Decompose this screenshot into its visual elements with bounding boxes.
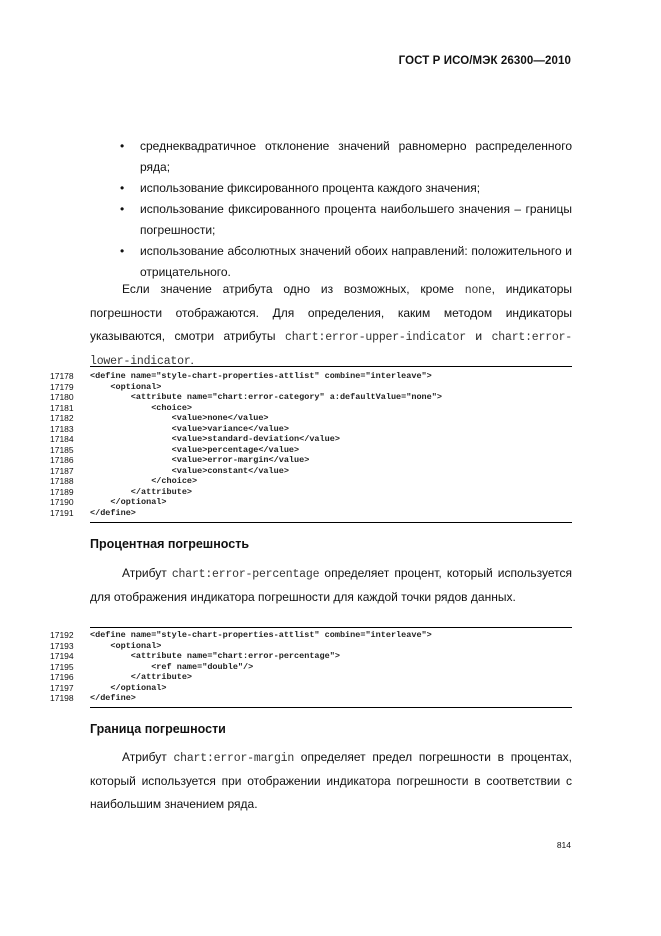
- list-item: • использование фиксированного процента каждого значения;: [90, 178, 572, 199]
- line-number: 17190: [50, 497, 74, 507]
- list-item: • использование абсолютных значений обоих направлений: положительного и отрицательного.: [90, 241, 572, 283]
- text: Атрибут: [122, 750, 174, 764]
- code-line: <optional>: [90, 640, 162, 651]
- code-line: <value>constant</value>: [90, 465, 289, 476]
- code-line: </choice>: [90, 476, 198, 486]
- line-number: 17191: [50, 507, 74, 518]
- line-number: 17181: [50, 402, 74, 413]
- code-inline: none: [464, 284, 492, 297]
- line-number: 17193: [50, 640, 74, 651]
- code-line: </optional>: [90, 682, 167, 693]
- text: Атрибут: [122, 566, 172, 580]
- code-inline: chart:error-upper-indicator: [285, 331, 466, 344]
- line-number: 17186: [50, 455, 74, 465]
- text: и: [465, 329, 492, 343]
- code-line: </define>: [90, 693, 136, 703]
- code-line: <value>error-margin</value>: [90, 455, 310, 465]
- bullet-list: [90, 136, 572, 283]
- code-line: <define name="style-chart-properties-attlist" combine="interleave">: [90, 371, 432, 381]
- code-line: <value>standard-deviation</value>: [90, 434, 340, 444]
- line-number: 17178: [50, 371, 74, 381]
- code-line: <value>variance</value>: [90, 423, 289, 434]
- paragraph-margin: [90, 746, 572, 816]
- line-number: 17183: [50, 423, 74, 434]
- line-number: 17197: [50, 682, 74, 693]
- code-line: <attribute name="chart:error-category" a:defaultValue="none">: [90, 392, 442, 402]
- line-number: 17188: [50, 476, 74, 486]
- code-line: <optional>: [90, 381, 162, 392]
- text: .: [190, 353, 194, 367]
- text: , индикаторы погрешности отображаются. Для определения, каким методом индикаторы указываются, смотри атрибуты: [90, 282, 572, 343]
- code-line: </attribute>: [90, 486, 193, 497]
- code-line: <value>percentage</value>: [90, 444, 300, 455]
- page-number: 814: [556, 840, 571, 850]
- code-block-1: [50, 371, 572, 518]
- line-number: 17198: [50, 693, 74, 703]
- line-number: 17182: [50, 413, 74, 423]
- divider: [90, 707, 572, 708]
- text: определяет процент, который используется для отображения индикатора погрешности для каждой точки рядов данных.: [90, 566, 572, 604]
- line-number: 17184: [50, 434, 74, 444]
- section-heading: Граница погрешности: [90, 722, 226, 736]
- code-line: <ref name="double"/>: [90, 661, 254, 672]
- code-line: </define>: [90, 507, 136, 518]
- divider: [90, 522, 572, 523]
- text: определяет предел погрешности в процентах, который используется при отображении индикатора погрешности в соответствии с наибольшим значением ряда.: [90, 750, 572, 811]
- divider: [90, 627, 572, 628]
- section-heading: Процентная погрешность: [90, 537, 250, 551]
- paragraph-percentage: [90, 562, 572, 609]
- divider: [90, 366, 572, 367]
- line-number: 17179: [50, 381, 74, 392]
- line-number: 17196: [50, 672, 74, 682]
- line-number: 17187: [50, 465, 74, 476]
- code-block-2: [50, 630, 572, 704]
- text: Если значение атрибута одно из возможных, кроме: [122, 282, 465, 296]
- paragraph-indicators: [90, 278, 572, 373]
- code-inline: chart:error-percentage: [171, 568, 320, 581]
- line-number: 17180: [50, 392, 74, 402]
- code-line: </attribute>: [90, 672, 193, 682]
- code-inline: chart:error-lower-indicator: [90, 331, 573, 368]
- code-line: </optional>: [90, 497, 167, 507]
- line-number: 17185: [50, 444, 74, 455]
- code-line: <attribute name="chart:error-percentage">: [90, 651, 340, 661]
- code-line: <choice>: [90, 402, 193, 413]
- line-number: 17195: [50, 661, 74, 672]
- list-item: • среднеквадратичное отклонение значений равномерно распределенного ряда;: [90, 136, 572, 178]
- line-number: 17192: [50, 630, 74, 640]
- line-number: 17194: [50, 651, 74, 661]
- list-item: • использование фиксированного процента наибольшего значения – границы погрешности;: [90, 199, 572, 241]
- document-header: ГОСТ Р ИСО/МЭК 26300—2010: [398, 55, 571, 67]
- line-number: 17189: [50, 486, 74, 497]
- code-inline: chart:error-margin: [173, 752, 295, 765]
- code-line: <value>none</value>: [90, 413, 269, 423]
- code-line: <define name="style-chart-properties-attlist" combine="interleave">: [90, 630, 432, 640]
